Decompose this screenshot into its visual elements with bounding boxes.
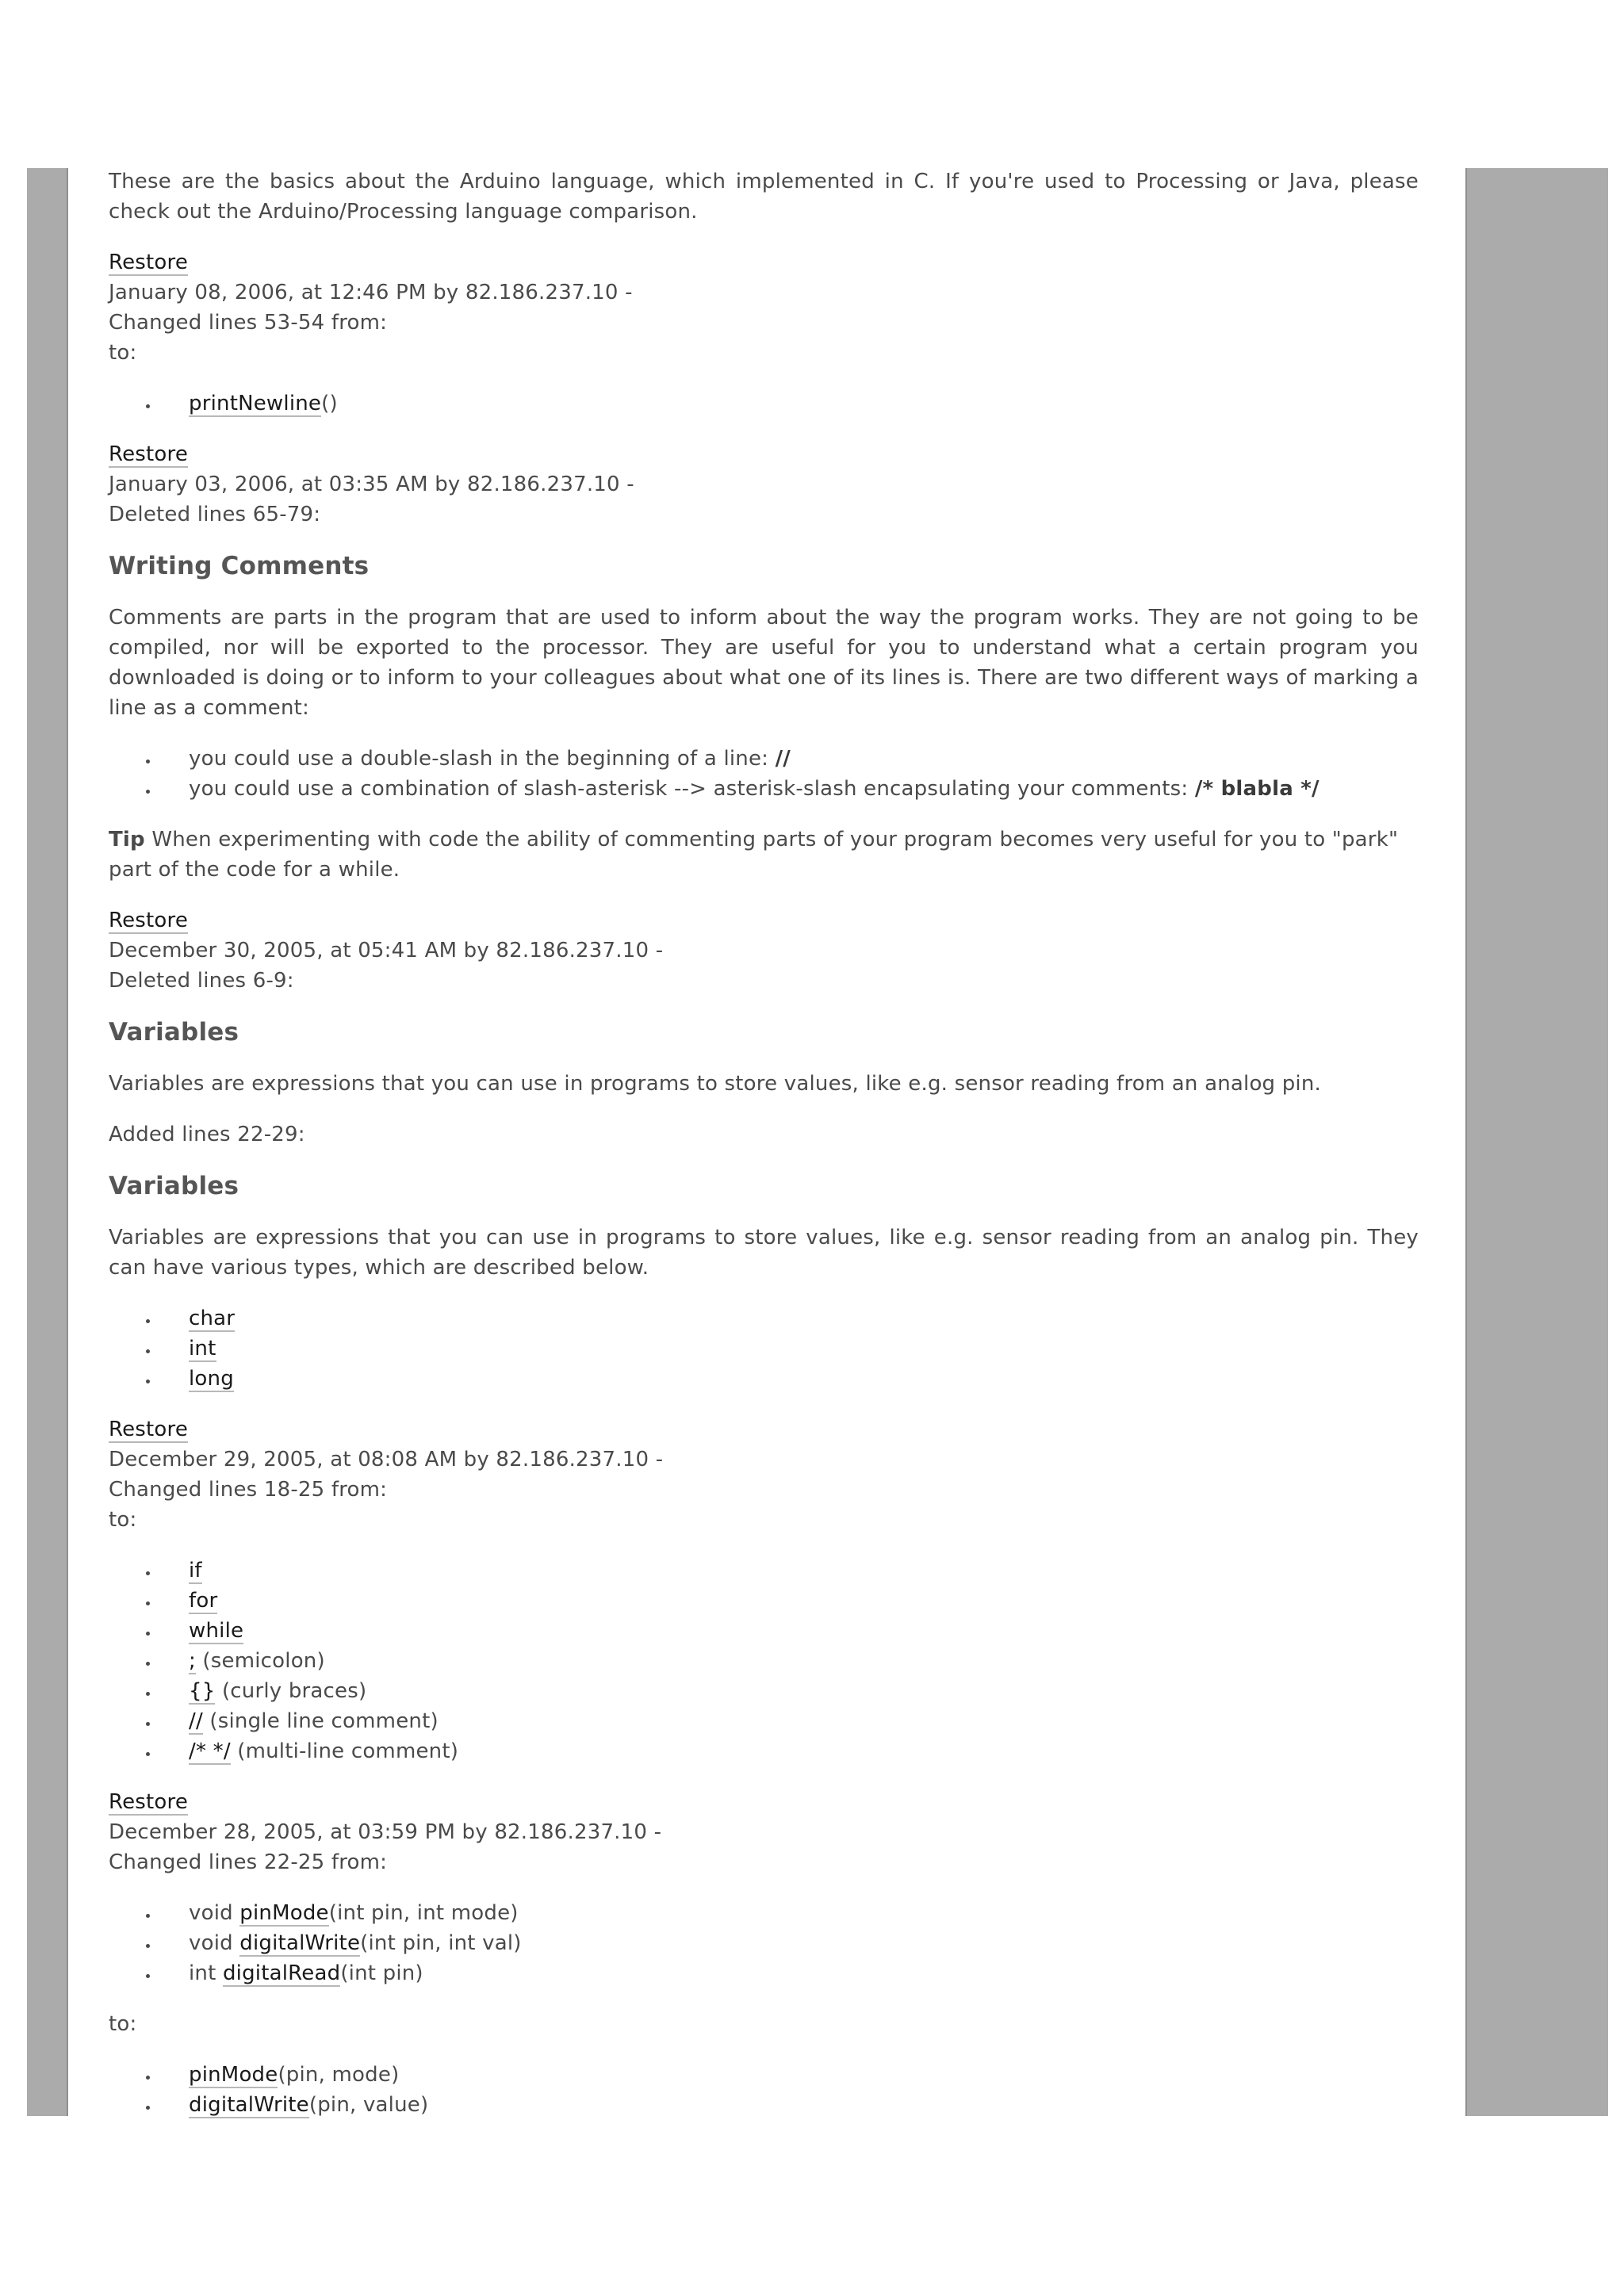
variables-paragraph-2: Variables are expressions that you can use in programs to store values, like e.g. sensor reading from an analog pin. They can have various types, which are described below. [109, 1226, 1419, 1280]
rev1-to-list [109, 388, 1419, 419]
list-item: • printNewline() [159, 388, 1419, 419]
link-pinMode[interactable]: pinMode [239, 1901, 329, 1925]
list-item: • digitalWrite(pin, value) [159, 2090, 1419, 2120]
list-item [159, 1616, 1419, 1646]
restore-link-2[interactable]: Restore [109, 442, 189, 466]
right-sidebar-bar [1465, 168, 1608, 2116]
heading-variables-1: Variables [109, 1018, 239, 1047]
link-char[interactable]: char [189, 1307, 236, 1330]
page-content [109, 166, 1419, 2141]
link-for[interactable]: for [189, 1589, 218, 1613]
revision-entry-1 [109, 247, 1419, 368]
link-single-line-comment[interactable]: // [189, 1709, 203, 1733]
comments-paragraph: Comments are parts in the program that are used to inform about the way the program works. They are not going to be compiled, nor will be exported to the processor. They are useful for you to understand what a certain program you downloaded is doing or to inform to your colleagues about what one of its lines is. There are two different ways of marking a line as a comment: [109, 606, 1419, 720]
restore-link-5[interactable]: Restore [109, 1790, 189, 1814]
revision-date-2: January 03, 2006, at 03:35 AM by 82.186.237.10 - [109, 473, 634, 496]
list-item: • /* */ (multi-line comment) [159, 1736, 1419, 1766]
list-item: • you could use a double-slash in the beginning of a line: // [159, 744, 1419, 774]
from-functions-list [109, 1898, 1419, 1988]
types-list [109, 1303, 1419, 1394]
restore-link-1[interactable]: Restore [109, 251, 189, 274]
revision-entry-2 [109, 439, 1419, 530]
revision-date-5: December 28, 2005, at 03:59 PM by 82.186.237.10 - [109, 1820, 662, 1844]
list-item: • void digitalWrite(int pin, int val) [159, 1928, 1419, 1958]
to-functions-list [109, 2060, 1419, 2120]
revision-entry-3 [109, 905, 1419, 996]
revision-to-1: to: [109, 341, 137, 365]
code-double-slash: // [775, 747, 791, 771]
link-int[interactable]: int [189, 1337, 216, 1360]
revision-to-5: to: [109, 2012, 137, 2036]
code-block-comment: /* blabla */ [1194, 777, 1320, 801]
left-sidebar-bar [27, 168, 68, 2116]
heading-writing-comments: Writing Comments [109, 552, 370, 580]
link-while[interactable]: while [189, 1619, 244, 1643]
link-digitalWrite[interactable]: digitalWrite [189, 2093, 309, 2117]
revision-to-4: to: [109, 1508, 137, 1532]
revision-change-4: Changed lines 18-25 from: [109, 1478, 388, 1502]
revision-change-5: Changed lines 22-25 from: [109, 1850, 388, 1874]
list-item: • int digitalRead(int pin) [159, 1958, 1419, 1988]
list-item: • ; (semicolon) [159, 1646, 1419, 1676]
list-item: • pinMode(pin, mode) [159, 2060, 1419, 2090]
link-if[interactable]: if [189, 1559, 202, 1582]
list-item [159, 1303, 1419, 1334]
revision-entry-5 [109, 1787, 1419, 1877]
list-item [159, 1556, 1419, 1586]
control-structures-list [109, 1556, 1419, 1766]
list-item: • void pinMode(int pin, int mode) [159, 1898, 1419, 1928]
list-item [159, 1586, 1419, 1616]
revision-change-2: Deleted lines 65-79: [109, 503, 321, 526]
tip-paragraph: Tip When experimenting with code the ability of commenting parts of your program becomes very useful for you to "park" part of the code for a while. [109, 828, 1399, 882]
list-item: • you could use a combination of slash-asterisk --> asterisk-slash encapsulating your comments: /* blabla */ [159, 774, 1419, 804]
restore-link-4[interactable]: Restore [109, 1418, 189, 1441]
variables-paragraph-1: Variables are expressions that you can use in programs to store values, like e.g. sensor reading from an analog pin. [109, 1072, 1321, 1096]
link-pinMode[interactable]: pinMode [189, 2063, 278, 2087]
link-semicolon[interactable]: ; [189, 1649, 196, 1673]
added-lines-note: Added lines 22-29: [109, 1123, 305, 1146]
link-digitalRead[interactable]: digitalRead [222, 1961, 341, 1985]
restore-link-3[interactable]: Restore [109, 909, 189, 932]
link-printNewline[interactable]: printNewline [189, 392, 322, 415]
link-multi-line-comment[interactable]: /* */ [189, 1739, 231, 1763]
intro-paragraph: These are the basics about the Arduino language, which implemented in C. If you're used to Processing or Java, please check out the Arduino/Processing language comparison. [109, 170, 1419, 224]
revision-date-4: December 29, 2005, at 08:08 AM by 82.186.237.10 - [109, 1448, 664, 1471]
list-item: • // (single line comment) [159, 1706, 1419, 1736]
list-item: • {} (curly braces) [159, 1676, 1419, 1706]
comments-list [109, 744, 1419, 804]
tip-label: Tip [109, 828, 145, 851]
revision-change-1: Changed lines 53-54 from: [109, 311, 388, 335]
list-item [159, 1364, 1419, 1394]
revision-date-3: December 30, 2005, at 05:41 AM by 82.186.237.10 - [109, 939, 664, 962]
link-digitalWrite[interactable]: digitalWrite [239, 1931, 361, 1955]
list-item [159, 1334, 1419, 1364]
link-curly-braces[interactable]: {} [189, 1679, 216, 1703]
link-long[interactable]: long [189, 1367, 234, 1391]
revision-date-1: January 08, 2006, at 12:46 PM by 82.186.237.10 - [109, 281, 633, 304]
heading-variables-2: Variables [109, 1172, 239, 1200]
revision-entry-4 [109, 1414, 1419, 1535]
revision-change-3: Deleted lines 6-9: [109, 969, 294, 993]
